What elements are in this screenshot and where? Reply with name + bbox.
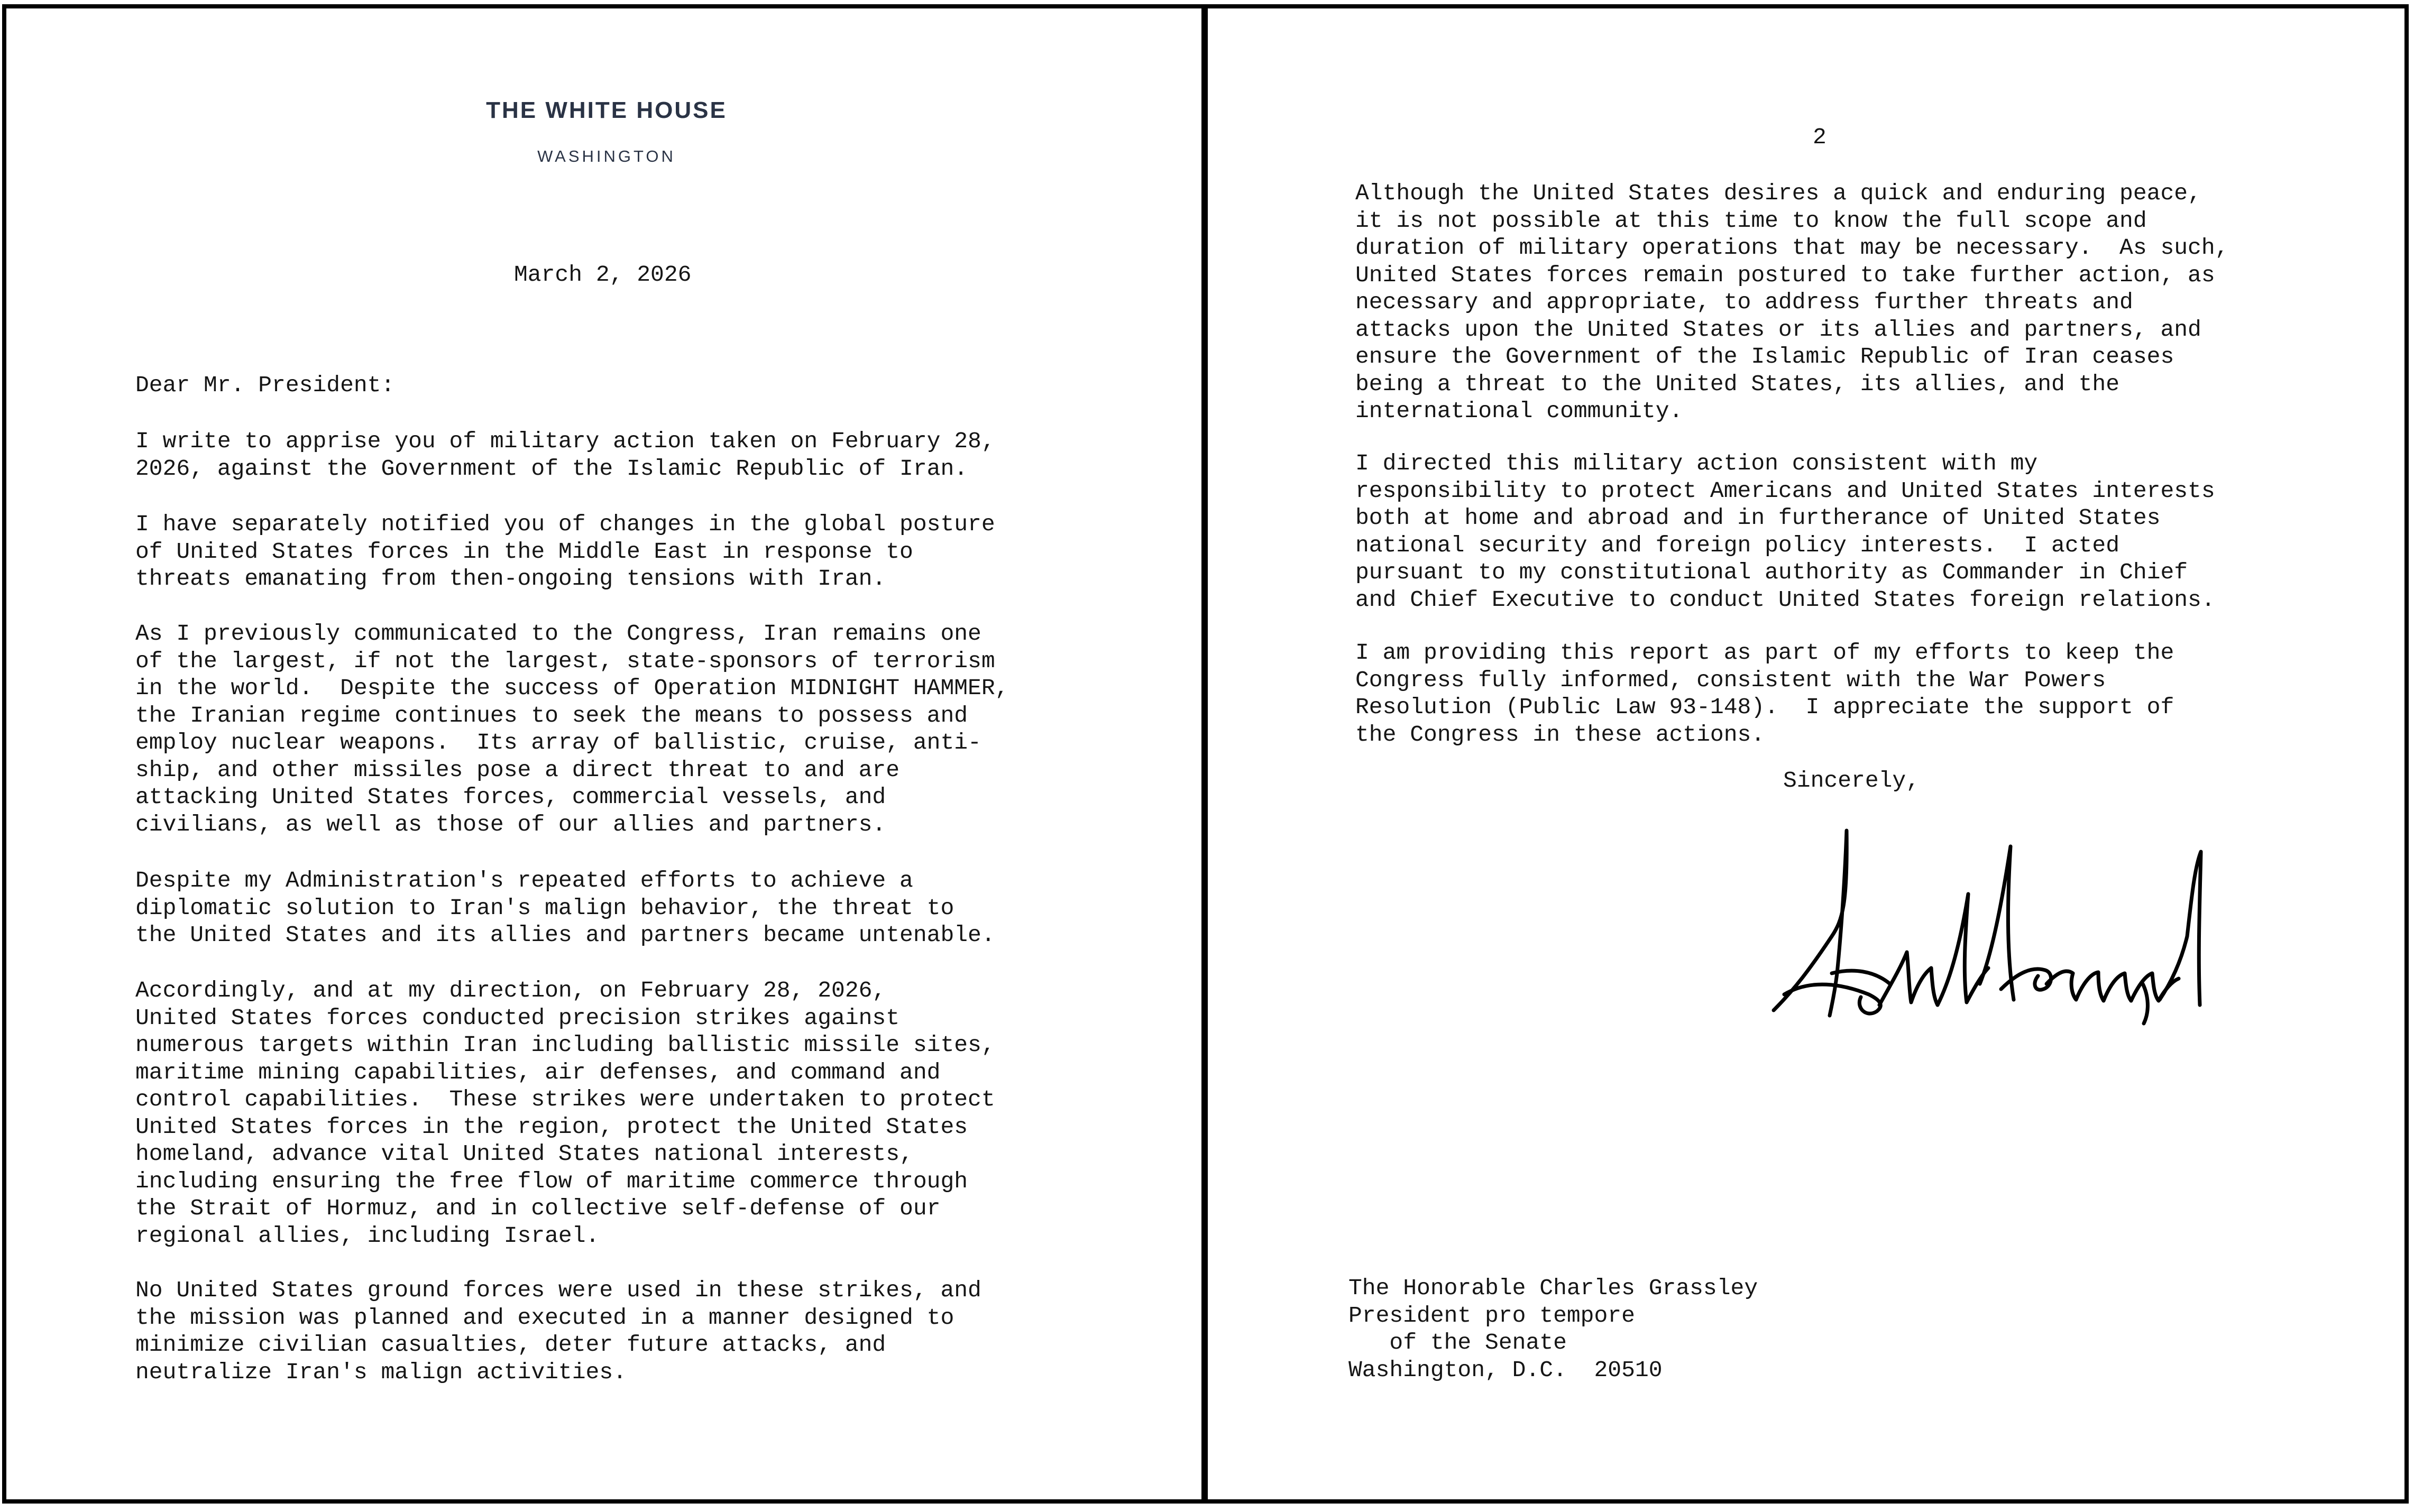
paragraph-9: I am providing this report as part of my efforts to keep the Congress fully informed, consistent with the War Powers Resolution (Public Law 93-148). I appreciate the support of the Congress in these actions. — [1355, 640, 2174, 748]
salutation: Dear Mr. President: — [135, 372, 395, 398]
paragraph-2: I have separately notified you of changes in the global posture of United States forces in the Middle East in response to threats emanating from then-ongoing tensions with Iran. — [135, 511, 995, 592]
paragraph-7: Although the United States desires a quick and enduring peace, it is not possible at this time to know the full scope and duration of military operations that may be necessary. As such, United States forces remain postured to take further action, as necessary and appropriate, to address further threats and attacks upon the United States or its allies and partners, and ensure the Government of the Islamic Republic of Iran ceases being a threat to the United States, its allies, and the international community. — [1355, 180, 2229, 424]
letterhead-title: THE WHITE HOUSE — [486, 97, 727, 123]
letter-page-1 — [2, 4, 1206, 1504]
closing: Sincerely, — [1783, 768, 1920, 794]
paragraph-4: Despite my Administration's repeated efforts to achieve a diplomatic solution to Iran's malign behavior, the threat to the United States and its allies and partners became untenable. — [135, 868, 995, 948]
addressee-block: The Honorable Charles Grassley President pro tempore of the Senate Washington, D.C. 20510 — [1348, 1275, 1758, 1383]
paragraph-6: No United States ground forces were used in these strikes, and the mission was planned and executed in a manner designed to minimize civilian casualties, deter future attacks, and neutralize Iran's malign activities. — [135, 1277, 981, 1385]
letter-date: March 2, 2026 — [514, 262, 692, 288]
paragraph-3: As I previously communicated to the Congress, Iran remains one of the largest, if not the largest, state-sponsors of terrorism in the world. Despite the success of Operation MIDNIGHT HAMMER, the Iranian regime continues to seek the means to possess and employ nuclear weapons. Its array of ballistic, cruise, anti- ship, and other missiles pose a direct threat to and are attacking United States forces, commercial vessels, and civilians, as well as those of our allies and partners. — [135, 621, 1009, 837]
paragraph-5: Accordingly, and at my direction, on February 28, 2026, United States forces conducted precision strikes against numerous targets within Iran including ballistic missile sites, maritime mining capabilities, air defenses, and command and control capabilities. These strikes were undertaken to protect United States forces in the region, protect the United States homeland, advance vital United States national interests, including ensuring the free flow of maritime commerce through the Strait of Hormuz, and in collective self-defense of our regional allies, including Israel. — [135, 978, 995, 1249]
letter-page-2 — [1204, 4, 2409, 1504]
paragraph-1: I write to apprise you of military action taken on February 28, 2026, against the Government of the Islamic Republic of Iran. — [135, 428, 995, 482]
paragraph-8: I directed this military action consistent with my responsibility to protect Americans and United States interests both at home and abroad and in furtherance of United States national security and foreign policy interests. I acted pursuant to my constitutional authority as Commander in Chief and Chief Executive to conduct United States foreign relations. — [1355, 450, 2215, 613]
letterhead-subtitle: WASHINGTON — [537, 147, 676, 165]
page-number: 2 — [1813, 124, 1826, 150]
signature — [1752, 815, 2207, 1037]
